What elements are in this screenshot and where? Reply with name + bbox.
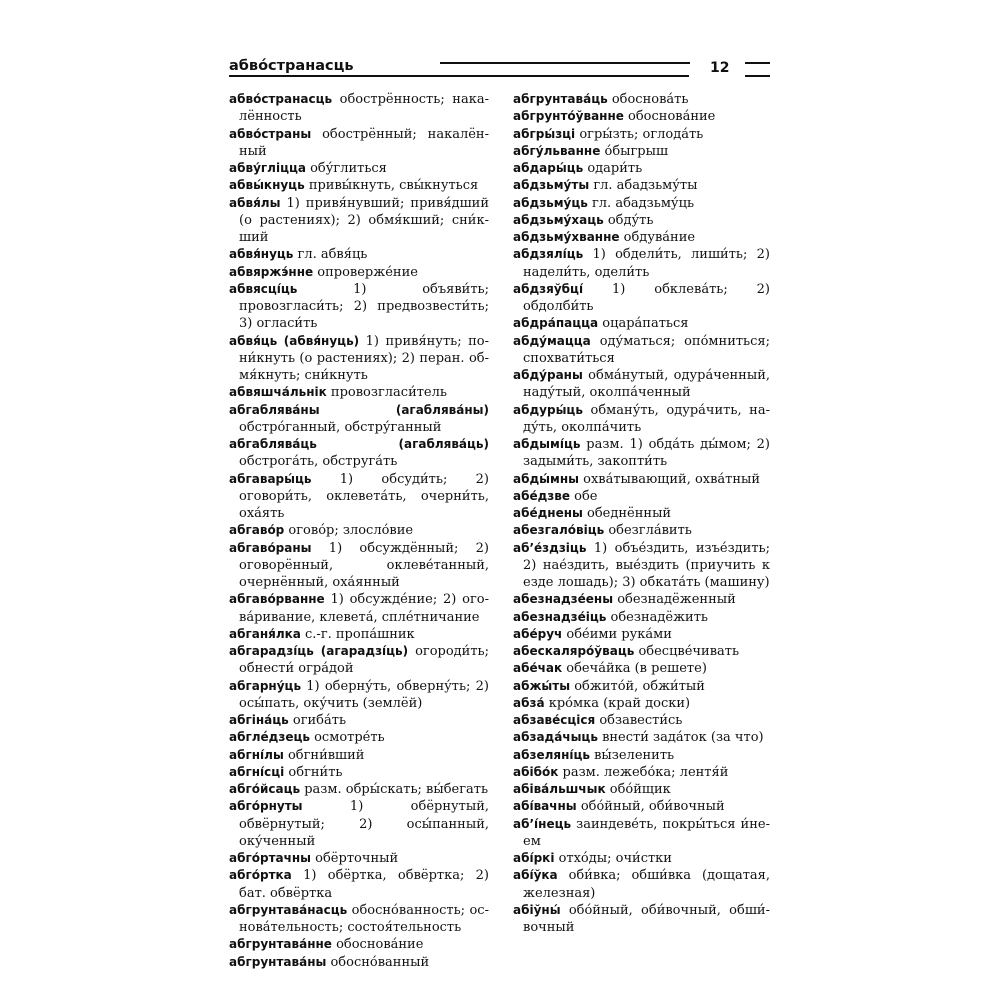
translation: обезнадёжить <box>610 609 708 625</box>
headword: абзаве́сціся <box>513 713 596 727</box>
translation: обе́ими рука́ми <box>566 626 672 642</box>
headword: абго́ртачны <box>229 851 312 865</box>
dictionary-entry <box>229 246 489 263</box>
dictionary-entry <box>229 402 489 437</box>
dictionary-entry <box>229 936 489 953</box>
headword: абды́мны <box>513 471 579 486</box>
dictionary-entry <box>513 229 770 246</box>
headword: абгарадзі́ць (агарадзі́ць) <box>229 644 409 658</box>
headword: абезнадзе́іць <box>513 609 607 624</box>
dictionary-entry <box>513 522 770 539</box>
headword: абдуры́ць <box>513 402 583 417</box>
translation: обесцве́чивать <box>638 644 740 659</box>
dictionary-entry <box>229 264 489 281</box>
translation: опроверже́ние <box>317 264 418 280</box>
dictionary-entry <box>513 402 770 437</box>
dictionary-entry <box>229 902 489 937</box>
translation: оцара́паться <box>602 316 689 332</box>
translation: оговóр; злосло́вие <box>288 523 414 539</box>
dictionary-entry <box>229 91 489 126</box>
translation: обеча́йка (в решете) <box>566 661 707 677</box>
translation: обдува́ние <box>623 230 696 245</box>
dictionary-entry <box>513 609 770 626</box>
dictionary-entry <box>513 660 770 677</box>
headword: абе́дзве <box>513 488 571 503</box>
dictionary-entry <box>229 850 489 867</box>
translation: огры́зть; оглода́ть <box>579 126 704 142</box>
headword: абго́ртка <box>229 868 292 883</box>
dictionary-entry <box>513 781 770 798</box>
translation: обду́ть <box>607 212 654 228</box>
header-rule-top <box>440 62 690 64</box>
translation: одари́ть <box>587 161 643 176</box>
dictionary-entry <box>513 643 770 660</box>
headword: абганя́лка <box>229 626 301 641</box>
translation: обзавести́сь <box>599 713 683 728</box>
translation: обезгла́вить <box>608 523 692 539</box>
dictionary-entry <box>229 643 489 678</box>
dictionary-entry <box>513 816 770 851</box>
translation: разм. 1) обда́ть ды́мом; 2) задыми́ть, закопти́ть <box>523 437 770 470</box>
headword: абго́йсаць <box>229 782 301 796</box>
headword: абду́раны <box>513 368 583 382</box>
dictionary-entry <box>513 695 770 712</box>
translation: обма́нутый, одура́ченный, наду́тый, околпа́ченный <box>523 368 770 401</box>
dictionary-entry <box>513 212 770 229</box>
translation: обёрточный <box>315 851 399 866</box>
translation: обоснова́ть <box>611 92 689 107</box>
dictionary-entry <box>229 764 489 781</box>
translation: обгни́ть <box>288 764 343 780</box>
headword: абгні́лы <box>229 747 284 762</box>
translation: оду́маться; опо́мниться; спохвати́ться <box>523 333 770 366</box>
translation: 1) обклева́ть; 2) обдолби́ть <box>523 281 770 314</box>
translation: охва́тывающий, охва́тный <box>583 471 761 487</box>
translation: 1) объе́здить, изъе́здить; 2) нае́здить, вые́здить (приучить к езде лошадь); 3) обката́ть (машину) <box>523 540 770 590</box>
dictionary-entry <box>229 591 489 626</box>
dictionary-entry <box>513 867 770 902</box>
headword: абе́днены <box>513 506 583 520</box>
header-rule-left <box>229 75 689 77</box>
headword: абгаблява́ць (агаблява́ць) <box>229 437 489 451</box>
dictionary-entry <box>229 195 489 247</box>
translation: гл. абвя́ць <box>297 247 368 263</box>
translation: обоснова́ние <box>336 937 424 953</box>
dictionary-entry <box>513 678 770 695</box>
headword: абгры́зці <box>513 126 576 141</box>
headword: абза́ <box>513 695 545 710</box>
headword: абвя́лы <box>229 195 281 210</box>
translation: привы́кнуть, свы́кнуться <box>308 178 479 194</box>
headword: абглéдзець <box>229 730 310 745</box>
dictionary-entry <box>229 867 489 902</box>
translation: кро́мка (край доски) <box>548 695 691 711</box>
dictionary-entry <box>229 626 489 643</box>
dictionary-entry <box>513 333 770 368</box>
dictionary-entry <box>229 471 489 523</box>
dictionary-entry <box>513 195 770 212</box>
headword: абво́страны <box>229 126 312 141</box>
headword: абвы́кнуць <box>229 178 305 193</box>
headword: абвяшча́льнік <box>229 385 327 400</box>
headword: абву́гліцца <box>229 161 306 175</box>
dictionary-entry <box>513 540 770 592</box>
headword: абгні́сці <box>229 764 285 779</box>
dictionary-entry <box>229 678 489 713</box>
headword: абгрунтава́ны <box>229 954 327 969</box>
headword: абдзьму́ты <box>513 178 590 193</box>
headword: абіўны́ <box>513 902 561 917</box>
translation: обосно́ванный <box>330 954 430 970</box>
headword: абжы́ты <box>513 678 571 693</box>
headword: абгаблява́ны (агаблява́ны) <box>229 402 489 417</box>
translation: обжито́й, обжи́тый <box>574 678 705 694</box>
translation: обстро́ганный, обстру́ганный <box>239 419 442 435</box>
dictionary-entry <box>513 108 770 125</box>
dictionary-column-right <box>513 91 770 936</box>
headword: абгаво́раны <box>229 540 312 555</box>
translation: 1) объяви́ть; провозгласи́ть; 2) предвозвести́ть; 3) огласи́ть <box>239 281 489 332</box>
dictionary-entry <box>513 367 770 402</box>
translation: обу́глиться <box>310 161 387 176</box>
headword: абі́ркі <box>513 851 555 865</box>
headword: абгарну́ць <box>229 678 302 693</box>
dictionary-entry <box>229 160 489 177</box>
headword: абвя́нуць <box>229 247 294 262</box>
translation: обострённость; накалённость <box>239 92 489 125</box>
headword: абе́чак <box>513 661 563 676</box>
translation: с.-г. пропа́шник <box>305 626 415 642</box>
headword: абгавары́ць <box>229 471 312 486</box>
header-rule-right-bottom <box>745 75 770 77</box>
dictionary-entry <box>229 729 489 746</box>
translation: 1) оберну́ть, обверну́ть; 2) осы́пать, оку́чить (землёй) <box>239 678 489 711</box>
dictionary-entry <box>513 488 770 505</box>
translation: огороди́ть; обнести́ огра́дой <box>239 644 489 677</box>
headword: абзеляні́ць <box>513 747 590 762</box>
running-head: абво́странасць <box>229 58 354 74</box>
dictionary-entry <box>513 729 770 746</box>
translation: обгни́вший <box>287 747 365 763</box>
dictionary-entry <box>229 712 489 729</box>
page-number: 12 <box>710 60 730 76</box>
dictionary-entry <box>513 281 770 316</box>
headword: абгаво́р <box>229 523 285 538</box>
headword: аб’і́нець <box>513 816 572 831</box>
dictionary-entry <box>513 747 770 764</box>
headword: абдзьму́хванне <box>513 230 620 244</box>
translation: обезнадёженный <box>617 592 736 608</box>
headword: абгу́льванне <box>513 143 601 158</box>
headword: абвяржэ́нне <box>229 264 314 279</box>
headword: абдзяўбці́ <box>513 281 584 296</box>
translation: обе <box>574 488 598 504</box>
dictionary-entry <box>513 91 770 108</box>
headword: аб’е́здзіць <box>513 540 587 555</box>
headword: абдзьму́ць <box>513 195 588 210</box>
translation: 1) обсуди́ть; 2) оговори́ть, оклевета́ть, очерни́ть, оха́ять <box>239 471 489 521</box>
dictionary-entry <box>513 160 770 177</box>
dictionary-entry <box>513 177 770 194</box>
dictionary-entry <box>513 436 770 471</box>
translation: провозгласи́тель <box>330 385 447 401</box>
translation: оби́вка; обши́вка (дощатая, железная) <box>523 868 770 901</box>
translation: обстрога́ть, обструга́ть <box>239 454 398 470</box>
translation: гл. абадзьму́ць <box>591 195 695 211</box>
dictionary-entry <box>513 798 770 815</box>
translation: разм. лежебо́ка; лентя́й <box>562 764 729 780</box>
headword: абгаво́рванне <box>229 592 325 607</box>
headword: абгіна́ць <box>229 713 289 727</box>
headword: абзада́чыць <box>513 730 598 745</box>
translation: обо́йный, оби́вочный <box>580 799 725 815</box>
dictionary-entry <box>229 436 489 471</box>
headword: абіва́льшчык <box>513 782 606 796</box>
header-rule-right <box>745 62 770 64</box>
translation: вы́зеленить <box>594 747 675 763</box>
translation: 1) обсуждённый; 2) оговорённый, оклеве́танный, очернённый, оха́янный <box>239 540 489 590</box>
headword: абе́руч <box>513 626 563 641</box>
dictionary-entry <box>229 522 489 539</box>
translation: 1) привя́нувший; привя́дший (о растениях); 2) обмя́кший; сни́кший <box>239 195 489 245</box>
dictionary-entry <box>513 315 770 332</box>
dictionary-entry <box>513 764 770 781</box>
headword: абгрунтава́нне <box>229 937 332 952</box>
dictionary-entry <box>513 850 770 867</box>
headword: абібо́к <box>513 764 559 779</box>
dictionary-entry <box>513 712 770 729</box>
translation: разм. обры́скать; вы́бегать <box>304 782 489 797</box>
headword: абі́ўка <box>513 868 558 883</box>
headword: абвясці́ць <box>229 281 298 296</box>
dictionary-entry <box>513 471 770 488</box>
headword: абдзялі́ць <box>513 247 584 262</box>
dictionary-entry <box>513 626 770 643</box>
headword: абгрунтава́насць <box>229 902 348 917</box>
translation: обо́йный, оби́вочный, обши́вочный <box>523 902 770 935</box>
dictionary-entry <box>229 781 489 798</box>
translation: заиндеве́ть, покры́ться и́неем <box>523 816 770 849</box>
headword: абезгало́віць <box>513 523 605 538</box>
translation: обману́ть, одура́чить, наду́ть, околпа́чить <box>523 402 770 435</box>
translation: обо́йщик <box>609 782 671 797</box>
headword: абдзьму́хаць <box>513 212 604 227</box>
headword: абдра́пацца <box>513 316 599 331</box>
translation: 1) привя́нуть; пони́кнуть (о растениях); 2) перан. обмя́кнуть; сни́кнуть <box>239 333 489 383</box>
headword: абду́мацца <box>513 333 591 348</box>
translation: 1) обсужде́ние; 2) огова́ривание, клевета́, сплéтничание <box>239 592 489 625</box>
dictionary-entry <box>229 281 489 333</box>
dictionary-entry <box>513 591 770 608</box>
headword: абдары́ць <box>513 161 584 175</box>
translation: внести́ зада́ток (за что) <box>602 730 764 746</box>
dictionary-entry <box>229 798 489 850</box>
dictionary-entry <box>229 177 489 194</box>
dictionary-entry <box>513 143 770 160</box>
translation: обоснова́ние <box>628 109 716 125</box>
dictionary-entry <box>513 902 770 937</box>
translation: 1) обёртка, обвёртка; 2) бат. обвёртка <box>239 868 489 901</box>
headword: абгрунтава́ць <box>513 92 608 106</box>
headword: абго́рнуты <box>229 799 303 814</box>
headword: абвя́ць (абвя́нуць) <box>229 333 360 348</box>
dictionary-entry <box>229 126 489 161</box>
headword: абво́странасць <box>229 92 333 106</box>
dictionary-entry <box>229 954 489 971</box>
translation: обострённый; накалённый <box>239 126 489 159</box>
headword: абгрунто́ўванне <box>513 109 624 124</box>
translation: осмотре́ть <box>314 730 385 746</box>
dictionary-entry <box>229 540 489 592</box>
headword: абезнадзе́ены <box>513 592 614 607</box>
translation: отхóды; очи́стки <box>558 851 672 866</box>
translation: 1) обёрнутый, обвёрнутый; 2) осы́панный, оку́ченный <box>239 799 489 849</box>
dictionary-entry <box>229 384 489 401</box>
dictionary-entry <box>513 246 770 281</box>
translation: огиба́ть <box>292 713 347 728</box>
translation: о́быгрыш <box>604 143 669 159</box>
headword: абдымі́ць <box>513 437 581 451</box>
headword: абескаляро́ўваць <box>513 644 635 658</box>
dictionary-entry <box>513 505 770 522</box>
dictionary-entry <box>229 333 489 385</box>
dictionary-entry <box>229 747 489 764</box>
headword: абі́вачны <box>513 799 577 814</box>
dictionary-column-left <box>229 91 489 971</box>
translation: 1) обдели́ть, лиши́ть; 2) надели́ть, одели́ть <box>523 247 770 280</box>
translation: обосно́ванность; основа́тельность; состоя́тельность <box>239 902 489 935</box>
dictionary-entry <box>513 126 770 143</box>
translation: гл. абадзьму́ты <box>593 178 698 194</box>
translation: обеднённый <box>587 506 672 521</box>
